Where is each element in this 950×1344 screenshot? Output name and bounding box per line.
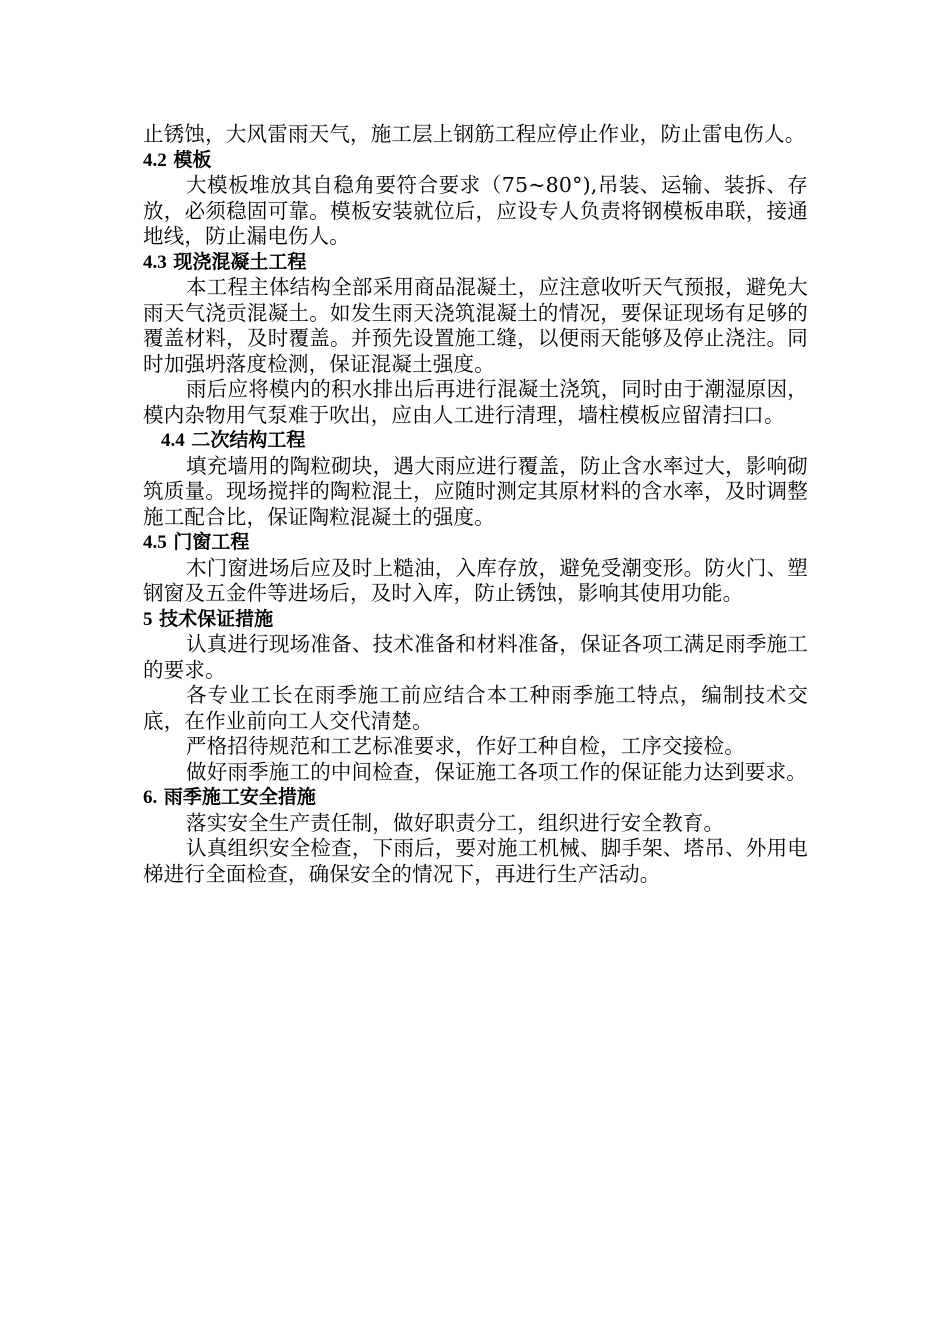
section-number: 4.2 (143, 149, 167, 171)
document-page (143, 122, 808, 887)
section-heading (143, 785, 808, 811)
section-number: 4.4 (161, 430, 185, 451)
section-title: 现浇混凝土工程 (173, 250, 307, 273)
body-paragraph: 填充墙用的陶粒砌块，遇大雨应进行覆盖，防止含水率过大，影响砌筑质量。现场搅拌的陶粒混土，应随时测定其原材料的含水率，及时调整施工配合比，保证陶粒混凝土的强度。 (143, 453, 808, 529)
section-number: 4.5 (143, 532, 167, 553)
body-paragraph: 做好雨季施工的中间检查，保证施工各项工作的保证能力达到要求。 (186, 759, 807, 784)
body-paragraph: 认真组织安全检查，下雨后，要对施工机械、脚手架、塔吊、外用电梯进行全面检查，确保安全的情况下，再进行生产活动。 (143, 836, 808, 886)
section-title: 技术保证措施 (159, 607, 274, 630)
section-title: 门窗工程 (173, 531, 250, 553)
body-paragraph: 止锈蚀，大风雷雨天气，施工层上钢筋工程应停止作业，防止雷电伤人。 (143, 122, 806, 146)
section-title: 雨季施工安全措施 (163, 786, 316, 808)
body-paragraph: 认真进行现场准备、技术准备和材料准备，保证各项工满足雨季施工的要求。 (143, 632, 808, 682)
section-heading (143, 250, 808, 276)
body-paragraph: 本工程主体结构全部采用商品混凝土，应注意收听天气预报，避免大雨天气浇贡混凝土。如发生雨天浇筑混凝土的情况，要保证现场有足够的覆盖材料，及时覆盖。并预先设置施工缝，以便雨天能够及停止浇注。同时加强坍落度检测，保证混凝土强度。 (143, 275, 808, 376)
body-paragraph: 木门窗进场后应及时上糙油，入库存放，避免受潮变形。防火门、塑钢窗及五金件等进场后，及时入库，防止锈蚀，影响其使用功能。 (143, 555, 808, 605)
body-paragraph: 大模板堆放其自稳角要符合要求（75~80°),吊装、运输、装拆、存放，必须稳固可靠。模板安装就位后，应设专人负责将钢模板串联，接通地线，防止漏电伤人。 (143, 173, 808, 248)
section-number: 5 (143, 608, 153, 630)
section-heading (143, 148, 808, 174)
section-number: 6. (143, 787, 158, 808)
section-heading (143, 428, 808, 454)
body-paragraph: 严格招待规范和工艺标准要求，作好工种自检，工序交接检。 (186, 734, 745, 758)
section-title: 模板 (173, 148, 212, 171)
section-heading (143, 607, 808, 633)
section-number: 4.3 (143, 251, 167, 273)
section-heading (143, 530, 808, 556)
body-paragraph: 落实安全生产责任制，做好职责分工，组织进行安全教育。 (186, 810, 725, 835)
body-paragraph: 各专业工长在雨季施工前应结合本工种雨季施工特点，编制技术交底，在作业前向工人交代清楚。 (143, 683, 808, 733)
section-title: 二次结构工程 (191, 429, 306, 451)
body-paragraph: 雨后应将模内的积水排出后再进行混凝土浇筑，同时由于潮湿原因，模内杂物用气泵难于吹出，应由人工进行清理，墙柱模板应留清扫口。 (143, 377, 808, 427)
